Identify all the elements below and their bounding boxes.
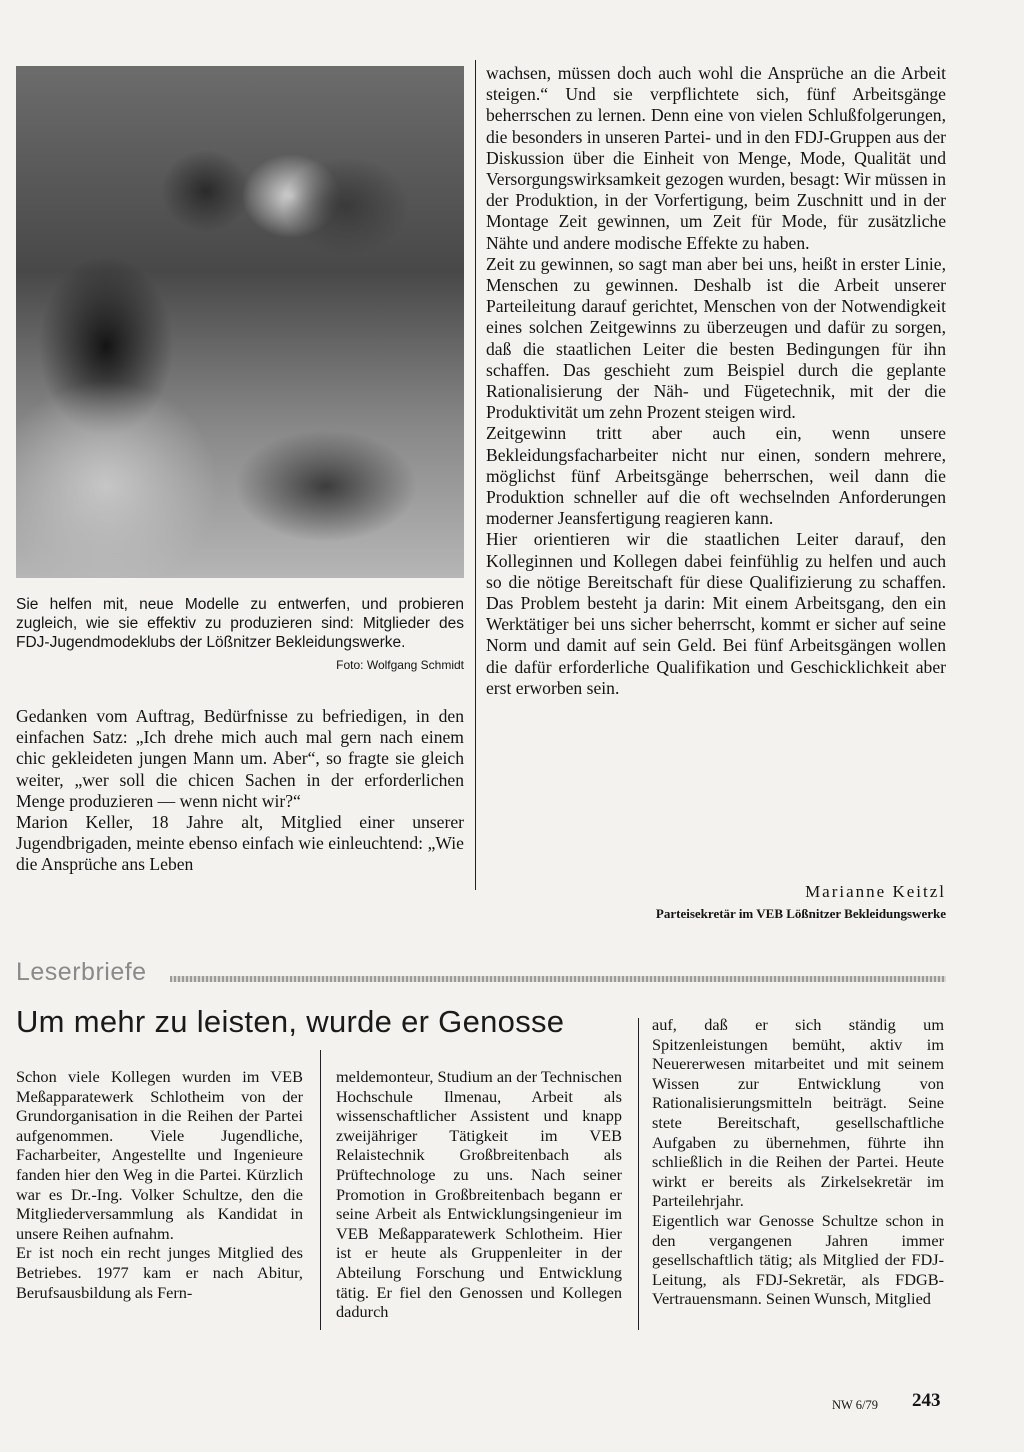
page-number: 243 bbox=[912, 1390, 941, 1411]
article2-paragraph: auf, daß er sich ständig um Spitzenleistungen bemüht, aktiv im Neuererwesen mitarbeitet und mit seinem Wissen zur Entwicklung von Rationalisierungsmitteln beiträgt. Seine stete Bereitschaft, gesellschaftliche Aufgaben zu übernehmen, führte ihn schließlich in die Reihen der Partei. Heute wirkt er bereits als Zirkelsekretär im Parteilehrjahr. bbox=[652, 1015, 944, 1211]
article1-right-paragraph: Zeitgewinn tritt aber auch ein, wenn unsere Bekleidungsfacharbeiter nicht nur einen, sondern mehrere, möglichst fünf Arbeitsgänge beherrschen, weil dann die Produktion schneller auf die oft wechselnden Anforderungen moderner Jeansfertigung reagieren kann. bbox=[486, 423, 946, 529]
author-title: Parteisekretär im VEB Lößnitzer Bekleidungswerke bbox=[655, 906, 946, 921]
caption-text: Sie helfen mit, neue Modelle zu entwerfen, und probieren zugleich, wie sie effektiv zu produzieren sind: Mitglieder des FDJ-Jugendmodeklubs der Lößnitzer Bekleidungswerke. bbox=[16, 596, 464, 651]
section-rule bbox=[170, 976, 946, 982]
article2-paragraph: Er ist noch ein recht junges Mitglied des Betriebes. 1977 kam er nach Abitur, Berufsausbildung als Fern- bbox=[16, 1243, 303, 1302]
author-name: Marianne Keitzl bbox=[805, 882, 946, 901]
section-label: Leserbriefe bbox=[16, 958, 147, 986]
column-divider bbox=[475, 60, 476, 890]
issue-reference: NW 6/79 bbox=[832, 1398, 878, 1412]
article2-column-1 bbox=[16, 1067, 303, 1302]
article2-column-3 bbox=[652, 1015, 944, 1309]
headline: Um mehr zu leisten, wurde er Genosse bbox=[16, 1004, 565, 1039]
article1-right-paragraph: Zeit zu gewinnen, so sagt man aber bei uns, heißt in erster Linie, Menschen zu gewinnen. Deshalb ist die Arbeit unserer Parteileitung darauf gerichtet, Menschen von der Notwendigkeit eines solchen Zeitgewinns zu überzeugen und dafür zu sorgen, daß die staatlichen Leiter die besten Bedingungen für ihn schaffen. Das geschieht zum Beispiel durch die geplante Rationalisierung der Näh- und Fügetechnik, mit der die Produktivität um zehn Prozent steigen wird. bbox=[486, 253, 946, 423]
article1-right-column bbox=[486, 63, 946, 699]
column-divider bbox=[638, 1018, 639, 1330]
column-divider bbox=[320, 1050, 321, 1330]
article1-right-paragraph: Hier orientieren wir die staatlichen Leiter darauf, den Kolleginnen und Kollegen dabei feinfühlig zu helfen und auch so die nötige Bereitschaft für diese Qualifizierung zu schaffen. Das Problem besteht ja darin: Mit einem Arbeitsgang, den ein Werktätiger bei uns sicher beherrscht, kommt er sicher auf seine Norm und damit auf sein Geld. Bei fünf Arbeitsgängen wollen die dafür erforderliche Qualifikation und Geschicklichkeit aber erst erworben sein. bbox=[486, 529, 946, 698]
article2-paragraph: meldemonteur, Studium an der Technischen Hochschule Ilmenau, Arbeit als wissenschaftlicher Assistent und knapp zweijähriger Tätigkeit im VEB Relaistechnik Großbreitenbach als Prüftechnologe zu uns. Nach seiner Promotion in Großbreitenbach begann er seine Arbeit als Entwicklungsingenieur im VEB Meßapparatewerk Schlotheim. Hier ist er heute als Gruppenleiter in der Abteilung Forschung und Entwicklung tätig. Er fiel den Genossen und Kollegen dadurch bbox=[336, 1067, 622, 1322]
photo-credit: Foto: Wolfgang Schmidt bbox=[336, 658, 464, 672]
article-photo bbox=[16, 66, 464, 578]
photo-caption bbox=[16, 595, 464, 675]
article2-paragraph: Schon viele Kollegen wurden im VEB Meßapparatewerk Schlotheim von der Grundorganisation in die Reihen der Partei aufgenommen. Viele Jugendliche, Facharbeiter, Angestellte und Ingenieure fanden hier den Weg in die Partei. Kürzlich war es Dr.-Ing. Volker Schultze, den die Mitgliederversammlung als Kandidat in unsere Reihen aufnahm. bbox=[16, 1067, 303, 1243]
article2-column-2 bbox=[336, 1067, 622, 1322]
article1-left-paragraph: Marion Keller, 18 Jahre alt, Mitglied einer unserer Jugendbrigaden, meinte ebenso einfach wie einleuchtend: „Wie die Ansprüche ans Leben bbox=[16, 812, 464, 875]
article2-paragraph: Eigentlich war Genosse Schultze schon in den vergangenen Jahren immer gesellschaftlich tätig; als Mitglied der FDJ-Leitung, als FDJ-Sekretär, als FDGB-Vertrauensmann. Seinen Wunsch, Mitglied bbox=[652, 1210, 944, 1309]
article1-left-column bbox=[16, 706, 464, 876]
article1-left-paragraph: Gedanken vom Auftrag, Bedürfnisse zu befriedigen, in den einfachen Satz: „Ich drehe mich auch mal gern nach einem chic gekleideten jungen Mann um. Aber“, so fragte sie gleich weiter, „wer soll die chicen Sachen in der erforderlichen Menge produzieren — wenn nicht wir?“ bbox=[16, 706, 464, 811]
article1-right-paragraph: wachsen, müssen doch auch wohl die Ansprüche an die Arbeit steigen.“ Und sie verpflichtete sich, fünf Arbeitsgänge beherrschen zu lernen. Denn eine von vielen Schlußfolgerungen, die besonders in unseren Partei- und in den FDJ-Gruppen aus der Diskussion über die Einheit von Menge, Mode, Qualität und Versorgungswirksamkeit gezogen wurden, besagt: Wir müssen in der Produktion, in der Vorfertigung, beim Zuschnitt und in der Montage Zeit gewinnen, um Zeit für Mode, für zusätzliche Nähte und andere modische Effekte zu haben. bbox=[486, 63, 946, 253]
